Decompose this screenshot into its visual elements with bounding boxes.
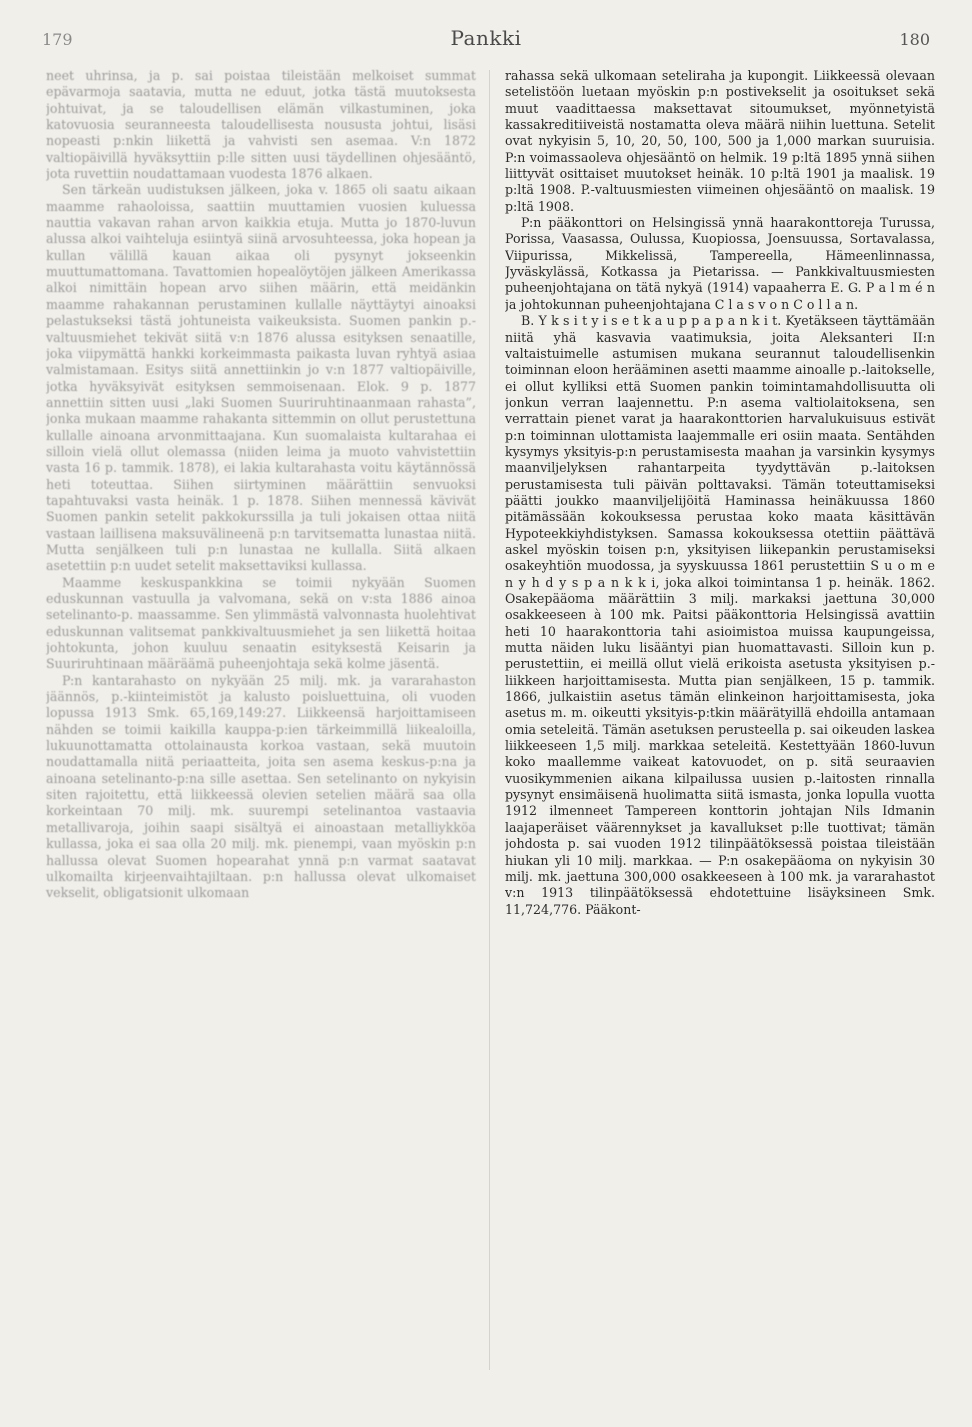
paragraph: P:n kantarahasto on nykyään 25 milj. mk. ja vararahaston jäännös, p.-kiinteimistöt ja kalusto poisluettuina, oli vuoden lopussa 1913 Smk. 65,169,149:27. Liikkeensä harjoittamiseen nähden se toimii kaikilla kauppa-p:ien tärkeimmillä liikealoilla, lukuunottamatta ottolainausta korkoa vastaan, sekä muutoin noudattamalla niitä periaatteita, joita sen asema keskus-p:na ja ainoana setelinanto-p:na sille asettaa. Sen setelinanto on nykyisin siten rajoitettu, että liikkeessä olevien setelien määrä saa olla korkeintaan 70 milj. mk. suurempi setelinantoa vastaavia metallivaroja, joihin saapi sisältyä ei ainoastaan metalliykköa kullassa, joka ei saa olla 20 milj. mk. pienempi, vaan myöskin p:n hallussa olevat Suomen hopearahat ynnä p:n varmat saatavat ulkomailta kirjeenvaihtajiltaan. p:n hallussa olevat ulkomaiset vekselit, obligatsionit ulkomaan [46, 672, 476, 901]
left-column [46, 68, 476, 1398]
page-header [0, 0, 972, 60]
paragraph: Maamme keskuspankkina se toimii nykyään Suomen eduskunnan vastuulla ja valvomana, sekä on v:sta 1886 ainoa setelinanto-p. maassamme. Sen ylimmästä valvonnasta huolehtivat eduskunnan valitsemat pankkivaltuusmiehet ja sen liikettä hoitaa johtokunta, johon kuuluu senaatin esityksestä Keisarin ja Suuriruhtinaan määräämä puheenjohtaja sekä kolme jäsentä. [46, 574, 476, 672]
page-number-left: 179 [42, 30, 73, 49]
paragraph: B. Y k s i t y i s e t k a u p p a p a n k i t. Kyetäkseen täyttämään niitä yhä kasvavia vaatimuksia, joita Aleksanteri II:n valtaistuimelle astumisen mukana seurannut taloudellisenkin toiminnan eloon herääminen asetti maamme ainoalle p.-laitokselle, ei ollut kylliksi että Suomen pankin toimintamahdollisuutta oli jonkun verran laajennettu. P:n asema valtiolaitoksena, sen verrattain pienet varat ja haarakonttorien harvalukuisuus estivät p:n toiminnan ulottamista laajemmalle eri osiin maata. Sentähden kysymys yksityis-p:n perustamisesta maahan ja varsinkin kysymys maanviljelyksen rahantarpeita tyydyttävän p.-laitoksen perustamisesta tuli päivän polttavaksi. Tämän toteuttamiseksi päätti joukko maanviljelijöitä Haminassa heinäkuussa 1860 pitämässään kokouksessa perustaa koko maata käsittävän Hypoteekkiyhdistyksen. Samassa kokouksessa otettiin päättävä askel myöskin toisen p:n, yksityisen liikepankin perustamiseksi osakeyhtiön muodossa, ja syyskuussa 1861 perustettiin S u o m e n y h d y s p a n k k i, joka alkoi toimintansa 1 p. heinäk. 1862. Osakepääoma määrättiin 3 milj. markaksi jaettuna 30,000 osakkeeseen à 100 mk. Paitsi pääkonttoria Helsingissä avattiin heti 10 haarakonttoria tahi asioimistoa muissa kaupungeissa, mutta näiden luku lisääntyi pian huomattavasti. Silloin kun p. perustettiin, ei meillä ollut vielä erikoista asetusta yksityisen p.-liikkeen harjoittamisesta. Mutta pian senjälkeen, 15 p. tammik. 1866, julkaistiin asetus tämän elinkeinon harjoittamisesta, joka asetus m. m. oikeutti yksityis-p:tkin määrätyillä ehdoilla antamaan omia seteleitä. Tämän asetuksen perusteella p. sai oikeuden laskea liikkeeseen 1,5 milj. markkaa seteleitä. Kestettyään 1860-luvun koko maallemme vaikeat katovuodet, on p. sitä seuraavien vuosikymmenien aikana kilpailussa uusien p.-laitosten rinnalla pysynyt ensimäisenä huolimatta siitä ismasta, jonka lopulla vuotta 1912 ilmenneet Tampereen konttorin johtajan Nils Idmanin laajaperäiset väärennykset ja kavallukset p:lle tuottivat; tämän johdosta p. sai vuoden 1912 tilinpäätöksessä poistaa tileistään hiukan yli 10 milj. markkaa. — P:n osakepääoma on nykyisin 30 milj. mk. jaettuna 300,000 osakkeeseen à 100 mk. ja vararahastot v:n 1913 tilinpäätöksessä ehdotettuine lisäyksineen Smk. 11,724,776. Pääkont- [505, 313, 935, 917]
paragraph: neet uhrinsa, ja p. sai poistaa tileistään melkoiset summat epävarmoja saatavia, mutta ne eduut, jotka tästä muutoksesta johtuivat, ja se taloudellisen elämän vilkastuminen, joka katovuosia seuranneesta taloudellisesta noususta johtui, lisäsi nopeasti p:nkin liikettä ja vahvisti sen asemaa. V:n 1872 valtiopäivillä hyväksyttiin p:lle sitten uusi täydellinen ohjesääntö, jota ruvettiin noudattamaan vuodesta 1876 alkaen. [46, 68, 476, 182]
paragraph: P:n pääkonttori on Helsingissä ynnä haarakonttoreja Turussa, Porissa, Vaasassa, Oulussa, Kuopiossa, Joensuussa, Sortavalassa, Viipurissa, Mikkelissä, Tampereella, Hämeenlinnassa, Jyväskylässä, Kotkassa ja Pietarissa. — Pankkivaltuusmiesten puheenjohtajana on tätä nykyä (1914) vapaaherra E. G. P a l m é n ja johtokunnan puheenjohtajana C l a s v o n C o l l a n. [505, 215, 935, 312]
page-number-right: 180 [899, 30, 930, 49]
column-divider [489, 70, 490, 1370]
running-title: Pankki [450, 26, 522, 50]
right-column [505, 68, 935, 1398]
paragraph: rahassa sekä ulkomaan seteliraha ja kupongit. Liikkeessä olevaan setelistöön luetaan myöskin p:n postivekselit ja osoitukset sekä muut vaadittaessa maksettavat sitoumukset, myönnetyistä kassakreditiiveistä nostamatta oleva määrä niihin luettuna. Setelit ovat nykyisin 5, 10, 20, 50, 100, 500 ja 1,000 markan suuruisia. P:n voimassaoleva ohjesääntö on helmik. 19 p:ltä 1895 ynnä siihen liittyvät osittaiset muutokset heinäk. 10 p:ltä 1901 ja maalisk. 19 p:ltä 1908. P.-valtuusmiesten viimeinen ohjesääntö on maalisk. 19 p:ltä 1908. [505, 68, 935, 214]
paragraph: Sen tärkeän uudistuksen jälkeen, joka v. 1865 oli saatu aikaan maamme rahaoloissa, saattiin muuttamien vuosien kuluessa nauttia vakavan rahan arvon kaikkia etuja. Mutta jo 1870-luvun alussa alkoi vaihteluja esiintyä siinä arvosuhteessa, joka hopean ja kullan välillä kauan aikaa oli pysynyt jokseenkin muuttumattomana. Tavattomien hopealöytöjen jälkeen Amerikassa alkoi nimittäin hopean arvo siihen määrin, että meidänkin maamme rahakannan perustaminen kullalle näyttäytyi ainoaksi pelastukseksi tästä johtuneista vaikeuksista. Suomen pankin p.-valtuusmiehet tekivät siitä v:n 1876 alussa esityksen senaatille, joka viipymättä hankki korkeimmasta paikasta luvan ryhtyä asiaa valmistamaan. Esitys siitä annettiinkin jo v:n 1877 valtiopäiville, jotka hyväksyivät esityksen semmoisenaan. Elok. 9 p. 1877 annettiin sitten uusi „laki Suomen Suuriruhtinaanmaan rahasta”, jonka mukaan maamme rahakanta sittemmin on ollut perustettuna kullalle ainoana arvonmittaajana. Kun suomalaista kultarahaa ei silloin vielä ollut olemassa (niiden leima ja muoto vahvistettiin vasta 16 p. tammik. 1878), ei lakia kultarahasta voitu käytännössä heti toteuttaa. Siihen siirtyminen määrättiin senvuoksi tapahtuvaksi vasta heinäk. 1 p. 1878. Siihen mennessä kävivät Suomen pankin setelit pakkokurssilla ja tuli jokaisen ottaa niitä vastaan laillisena maksuvälineenä p:n tarvitsematta lunastaa niitä. Mutta senjälkeen tuli p:n lunastaa ne kullalla. Siitä alkaen asetettiin p:n uudet setelit maksettaviksi kullassa. [46, 182, 476, 574]
